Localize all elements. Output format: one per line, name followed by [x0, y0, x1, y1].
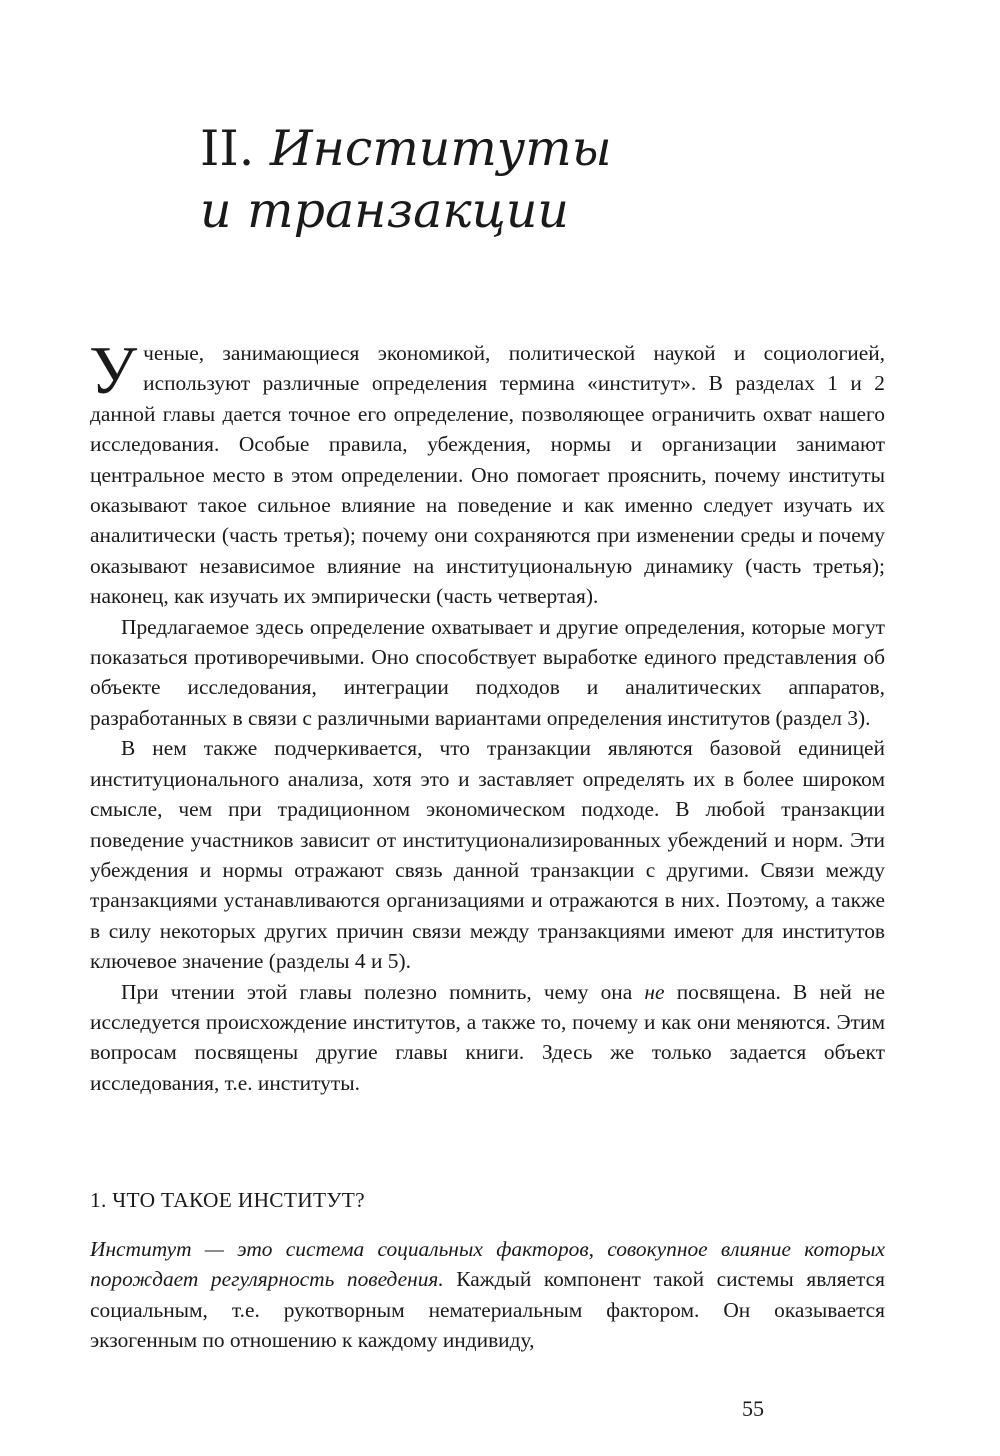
chapter-number: II.	[200, 120, 255, 177]
intro-paragraph-4	[90, 977, 885, 1099]
definition-italic: Институт — это система социальных факторов, совокупное влияние которых порождает регулярность поведения.	[90, 1237, 885, 1292]
chapter-intro	[89, 332, 885, 1098]
definition-text: Каждый компонент такой системы является социальным, т.е. рукотворным нематериальным фактором. Он оказывается экзогенным по отношению к каждому индивиду,	[90, 1267, 885, 1353]
intro-paragraph-1-text: ченые, занимающиеся экономикой, политической наукой и социологией, используют различные определения термина «институт». В разделах 1 и 2 данной главы дается точное его определение, позволяющее ограничить охват нашего исследования. Особые правила, убеждения, нормы и организации занимают центральное место в этом определении. Оно помогает прояснить, почему институты оказывают такое сильное влияние на поведение и как именно следует изучать их аналитически (часть третья); почему они сохраняются при изменении среды и почему оказывают независимое влияние на институциональную динамику (часть третья); наконец, как изучать их эмпирически (часть четвертая).	[90, 341, 885, 609]
page-number: 55	[742, 1396, 764, 1421]
intro-paragraph-4-emphasis: не	[644, 979, 665, 1004]
chapter-title-line1: Институты	[269, 120, 612, 177]
intro-paragraph-4-before: При чтении этой главы полезно помнить, чему она	[121, 979, 645, 1004]
section-body	[90, 1234, 885, 1356]
intro-paragraph-4-after: посвящена. В ней не исследуется происхождение институтов, а также то, почему и как они меняются. Этим вопросам посвящены другие главы книги. Здесь же только задается объект исследования, т.е. институты.	[90, 979, 885, 1095]
chapter-title-line2: и транзакции	[200, 182, 569, 239]
drop-cap: У	[89, 332, 138, 408]
intro-paragraph-3: В нем также подчеркивается, что транзакции являются базовой единицей институционального анализа, хотя это и заставляет определять их в более широком смысле, чем при традиционном экономическом подходе. В любой транзакции поведение участников зависит от институционализированных убеждений и норм. Эти убеждения и нормы отражают связь данной транзакции с другими. Связи между транзакциями устанавливаются организациями и отражаются в них. Поэтому, а также в силу некоторых других причин связи между транзакциями имеют для институтов ключевое значение (разделы 4 и 5).	[90, 736, 885, 974]
chapter-title	[200, 118, 612, 242]
intro-paragraph-2: Предлагаемое здесь определение охватывает и другие определения, которые могут показаться противоречивыми. Оно способствует выработке единого представления об объекте исследования, интеграции подходов и аналитических аппаратов, разработанных в связи с различными вариантами определения институтов (раздел 3).	[90, 614, 885, 730]
section-heading: 1. ЧТО ТАКОЕ ИНСТИТУТ?	[90, 1188, 365, 1212]
definition-paragraph	[90, 1234, 885, 1356]
intro-paragraph-1	[89, 332, 885, 612]
